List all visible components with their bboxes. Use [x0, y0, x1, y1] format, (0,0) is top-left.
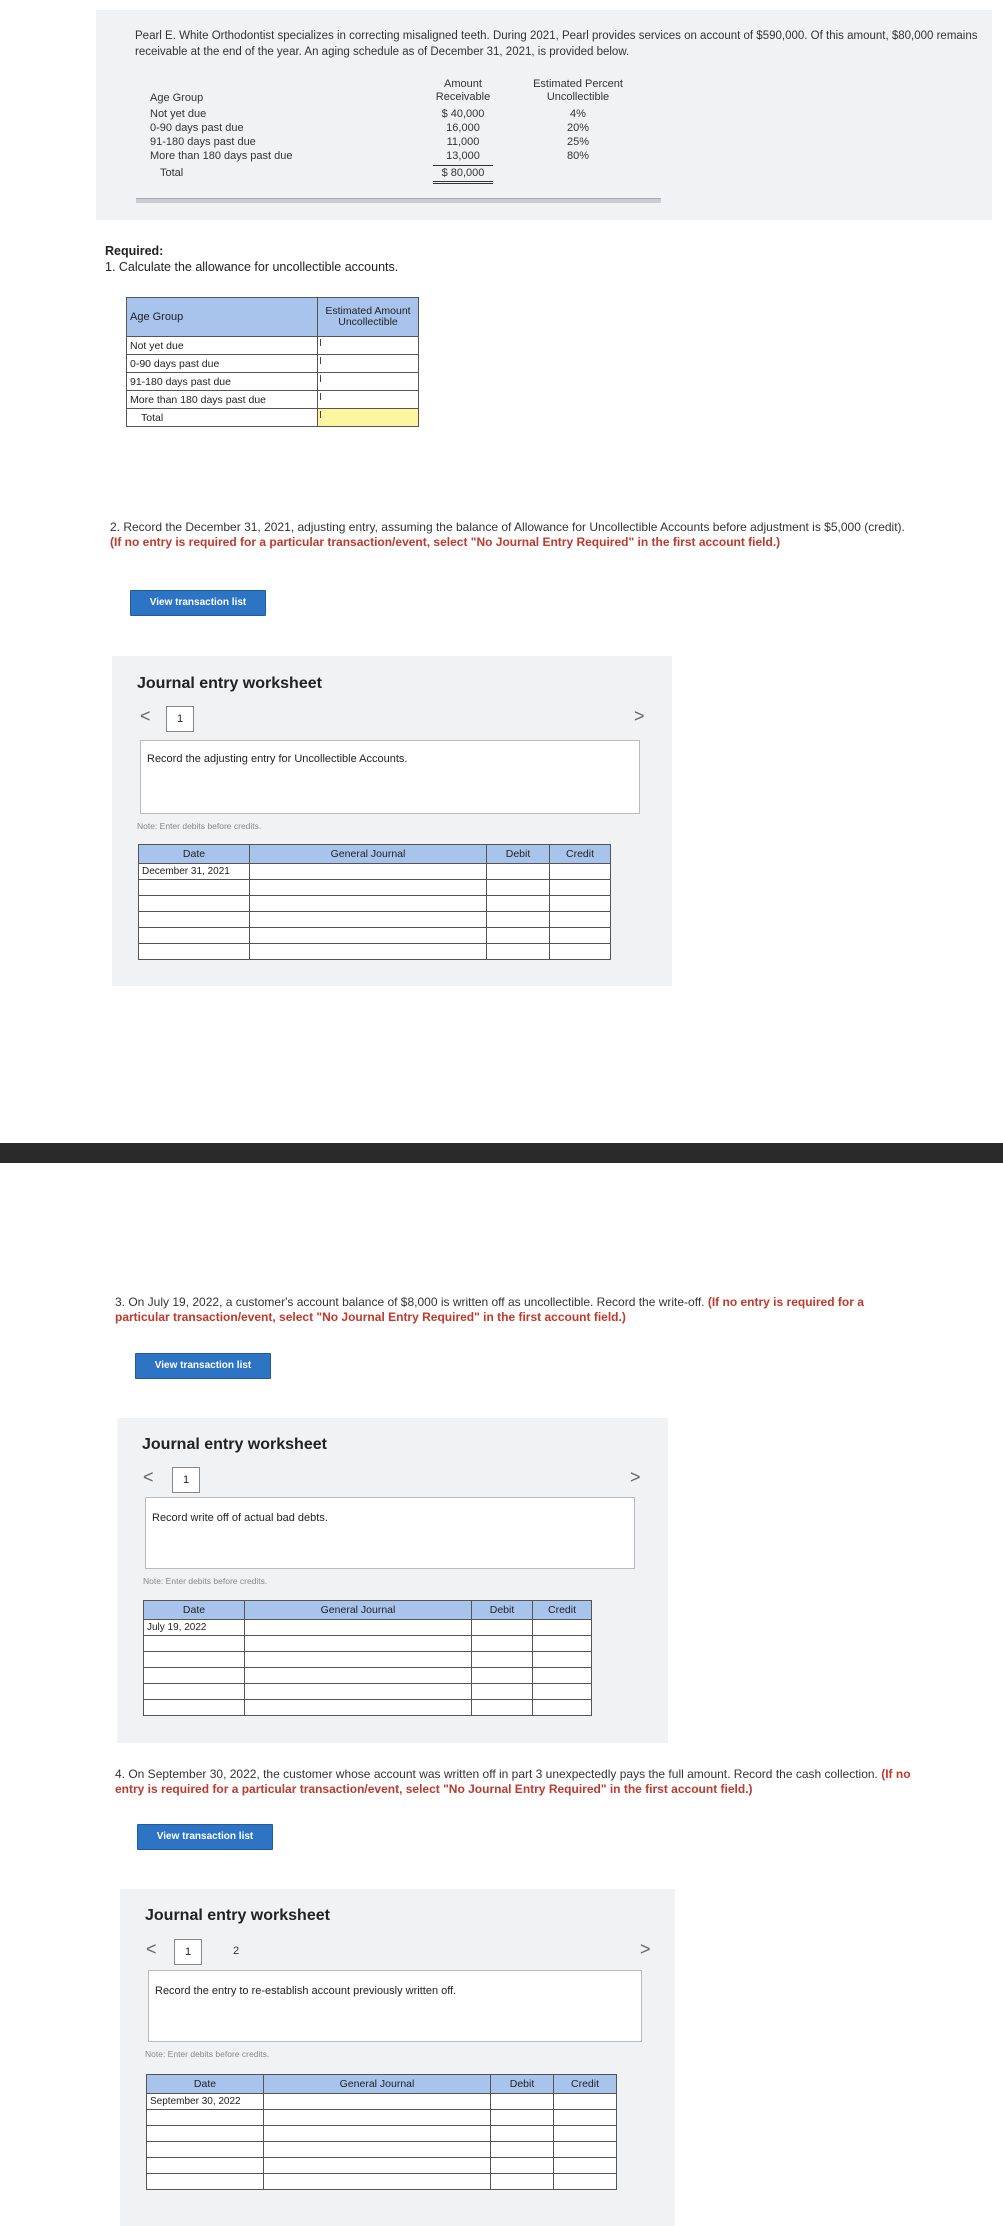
- debit-field[interactable]: [472, 1668, 533, 1684]
- prev-entry-icon[interactable]: <: [143, 1467, 154, 1487]
- credit-field[interactable]: [533, 1668, 592, 1684]
- prev-entry-icon[interactable]: <: [146, 1939, 157, 1959]
- journal-row: [144, 1652, 592, 1668]
- credit-col-header: Credit: [533, 1601, 592, 1620]
- journal-table: [146, 2074, 617, 2190]
- date-cell: [144, 1700, 245, 1716]
- general-journal-col-header: General Journal: [245, 1601, 472, 1620]
- date-cell: [147, 2158, 264, 2174]
- journal-row: [147, 2094, 617, 2110]
- credit-field[interactable]: [550, 944, 611, 960]
- required-heading: Required:: [105, 244, 164, 258]
- worksheet-title: Journal entry worksheet: [142, 1436, 327, 1453]
- entry-instruction: Record the adjusting entry for Uncollectible Accounts.: [140, 740, 640, 814]
- entry-note: Note: Enter debits before credits.: [137, 821, 262, 831]
- amount-input[interactable]: [318, 391, 419, 409]
- account-field[interactable]: [250, 928, 487, 944]
- account-field[interactable]: [264, 2174, 491, 2190]
- debit-col-header: Debit: [472, 1601, 533, 1620]
- journal-row: [144, 1700, 592, 1716]
- total-rule: [433, 181, 493, 182]
- credit-field[interactable]: [550, 864, 611, 880]
- amount-input[interactable]: [318, 337, 419, 355]
- credit-field[interactable]: [533, 1636, 592, 1652]
- journal-row: [139, 944, 611, 960]
- date-cell: [139, 880, 250, 896]
- general-journal-col-header: General Journal: [250, 845, 487, 864]
- worksheet-title: Journal entry worksheet: [137, 675, 322, 692]
- credit-field[interactable]: [533, 1684, 592, 1700]
- credit-field[interactable]: [533, 1652, 592, 1668]
- date-cell: [139, 928, 250, 944]
- aging-row: 91-180 days past due 11,000 25%: [150, 136, 590, 148]
- credit-field[interactable]: [554, 2142, 617, 2158]
- total-double-rule: [433, 183, 493, 184]
- journal-row: [139, 896, 611, 912]
- subtotal-rule: [433, 165, 493, 166]
- date-cell: [144, 1668, 245, 1684]
- debit-field[interactable]: [487, 880, 550, 896]
- account-field[interactable]: [245, 1636, 472, 1652]
- entry-page-1[interactable]: 1: [172, 1467, 200, 1493]
- date-cell: [147, 2174, 264, 2190]
- amount-input[interactable]: [318, 355, 419, 373]
- date-cell: [147, 2126, 264, 2142]
- date-col-header: Date: [139, 845, 250, 864]
- percent-header: Estimated Percent Uncollectible: [533, 78, 623, 103]
- account-field[interactable]: [264, 2158, 491, 2174]
- question-3: 3. On July 19, 2022, a customer's account balance of $8,000 is written off as uncollectible. Record the write-off. (If no entry is required for a particular transaction/event, select "No Journal Entry Required" in the first account field.): [115, 1295, 864, 1324]
- allowance-table: [126, 297, 419, 427]
- journal-row: [144, 1620, 592, 1636]
- problem-statement: Pearl E. White Orthodontist specializes in correcting misaligned teeth. During 2021, Pearl provides services on account of $590,000. Of this amount, $80,000 remains receivable at the end of the year. An aging schedule as of December 31, 2021, is provided below.: [135, 30, 978, 58]
- debit-field[interactable]: [472, 1652, 533, 1668]
- debit-field[interactable]: [487, 864, 550, 880]
- debit-field[interactable]: [491, 2142, 554, 2158]
- credit-field[interactable]: [550, 912, 611, 928]
- account-field[interactable]: [264, 2094, 491, 2110]
- credit-col-header: Credit: [550, 845, 611, 864]
- debit-field[interactable]: [491, 2158, 554, 2174]
- debit-field[interactable]: [491, 2094, 554, 2110]
- account-field[interactable]: [264, 2142, 491, 2158]
- date-cell: [144, 1684, 245, 1700]
- credit-col-header: Credit: [554, 2075, 617, 2094]
- table-row: 91-180 days past due: [127, 373, 419, 391]
- journal-row: [139, 880, 611, 896]
- date-col-header: Date: [147, 2075, 264, 2094]
- credit-field[interactable]: [533, 1620, 592, 1636]
- account-field[interactable]: [245, 1652, 472, 1668]
- date-cell: September 30, 2022: [147, 2094, 264, 2110]
- debit-field[interactable]: [487, 944, 550, 960]
- table-row: More than 180 days past due: [127, 391, 419, 409]
- worksheet-title: Journal entry worksheet: [145, 1907, 330, 1924]
- table-row: 0-90 days past due: [127, 355, 419, 373]
- debit-field[interactable]: [472, 1684, 533, 1700]
- credit-field[interactable]: [554, 2158, 617, 2174]
- debit-field[interactable]: [491, 2126, 554, 2142]
- general-journal-col-header: General Journal: [264, 2075, 491, 2094]
- aging-total-row: Total $ 80,000: [160, 167, 485, 179]
- entry-page-2[interactable]: 2: [233, 1945, 240, 1957]
- aging-row: 0-90 days past due 16,000 20%: [150, 122, 590, 134]
- account-field[interactable]: [245, 1684, 472, 1700]
- journal-table: [138, 844, 611, 960]
- view-transaction-list-button[interactable]: View transaction list: [130, 590, 266, 616]
- entry-instruction: Record the entry to re-establish account previously written off.: [148, 1970, 642, 2042]
- debit-col-header: Debit: [491, 2075, 554, 2094]
- journal-row: [139, 928, 611, 944]
- journal-row: [147, 2158, 617, 2174]
- table-row: Not yet due: [127, 337, 419, 355]
- view-transaction-list-button[interactable]: View transaction list: [137, 1824, 273, 1850]
- journal-row: [147, 2110, 617, 2126]
- debit-field[interactable]: [491, 2110, 554, 2126]
- debit-field[interactable]: [487, 928, 550, 944]
- entry-note: Note: Enter debits before credits.: [143, 1576, 268, 1586]
- date-cell: [147, 2142, 264, 2158]
- account-field[interactable]: [250, 880, 487, 896]
- next-entry-icon[interactable]: >: [630, 1467, 641, 1487]
- journal-row: [147, 2126, 617, 2142]
- debit-field[interactable]: [487, 896, 550, 912]
- date-cell: [144, 1652, 245, 1668]
- account-field[interactable]: [245, 1620, 472, 1636]
- journal-row: [144, 1684, 592, 1700]
- account-field[interactable]: [264, 2110, 491, 2126]
- date-cell: [139, 944, 250, 960]
- age-group-col-header: Age Group: [127, 298, 318, 337]
- aging-header: [148, 76, 628, 106]
- credit-field[interactable]: [554, 2094, 617, 2110]
- credit-field[interactable]: [554, 2174, 617, 2190]
- estimated-amount-col-header: Estimated Amount Uncollectible: [318, 298, 419, 337]
- date-col-header: Date: [144, 1601, 245, 1620]
- journal-row: [147, 2174, 617, 2190]
- date-cell: [144, 1636, 245, 1652]
- aging-row: Not yet due $ 40,000 4%: [150, 108, 586, 120]
- view-transaction-list-button[interactable]: View transaction list: [135, 1353, 271, 1379]
- age-group-header: Age Group: [150, 92, 204, 104]
- next-entry-icon[interactable]: >: [640, 1939, 651, 1959]
- entry-page-1[interactable]: 1: [174, 1939, 202, 1965]
- credit-field[interactable]: [554, 2110, 617, 2126]
- date-cell: July 19, 2022: [144, 1620, 245, 1636]
- date-cell: [139, 896, 250, 912]
- credit-field[interactable]: [533, 1700, 592, 1716]
- journal-row: [144, 1636, 592, 1652]
- journal-row: [139, 864, 611, 880]
- account-field[interactable]: [250, 896, 487, 912]
- total-amount-cell: [318, 409, 419, 427]
- credit-field[interactable]: [550, 928, 611, 944]
- entry-page-1[interactable]: 1: [166, 706, 194, 732]
- account-field[interactable]: [245, 1668, 472, 1684]
- account-field[interactable]: [245, 1700, 472, 1716]
- debit-field[interactable]: [491, 2174, 554, 2190]
- debit-field[interactable]: [487, 912, 550, 928]
- next-entry-icon[interactable]: >: [634, 706, 645, 726]
- journal-row: [139, 912, 611, 928]
- date-cell: [147, 2110, 264, 2126]
- debit-field[interactable]: [472, 1620, 533, 1636]
- debit-field[interactable]: [472, 1636, 533, 1652]
- table-total-row: Total: [127, 409, 419, 427]
- question-4: 4. On September 30, 2022, the customer whose account was written off in part 3 unexpectedly pays the full amount. Record the cash collection. (If no entry is required for a particular transaction/event, select "No Journal Entry Required" in the first account field.): [115, 1767, 911, 1796]
- debit-col-header: Debit: [487, 845, 550, 864]
- journal-table: [143, 1600, 592, 1716]
- account-field[interactable]: [250, 864, 487, 880]
- entry-instruction: Record write off of actual bad debts.: [145, 1497, 635, 1569]
- screenshot-divider: [0, 1143, 1003, 1163]
- amount-input[interactable]: [318, 373, 419, 391]
- date-cell: December 31, 2021: [139, 864, 250, 880]
- credit-field[interactable]: [550, 896, 611, 912]
- account-field[interactable]: [250, 912, 487, 928]
- credit-field[interactable]: [554, 2126, 617, 2142]
- question-2: 2. Record the December 31, 2021, adjusting entry, assuming the balance of Allowance for Uncollectible Accounts before adjustment is $5,000 (credit). (If no entry is required for a particular transaction/event, select "No Journal Entry Required" in the first account field.): [110, 520, 905, 549]
- journal-row: [147, 2142, 617, 2158]
- date-cell: [139, 912, 250, 928]
- account-field[interactable]: [250, 944, 487, 960]
- entry-note: Note: Enter debits before credits.: [145, 2049, 270, 2059]
- schedule-divider: [136, 198, 661, 203]
- amount-header: Amount Receivable: [435, 78, 491, 103]
- account-field[interactable]: [264, 2126, 491, 2142]
- credit-field[interactable]: [550, 880, 611, 896]
- aging-row: More than 180 days past due 13,000 80%: [150, 150, 590, 162]
- prev-entry-icon[interactable]: <: [140, 706, 151, 726]
- debit-field[interactable]: [472, 1700, 533, 1716]
- journal-row: [144, 1668, 592, 1684]
- question-1: 1. Calculate the allowance for uncollectible accounts.: [105, 260, 399, 274]
